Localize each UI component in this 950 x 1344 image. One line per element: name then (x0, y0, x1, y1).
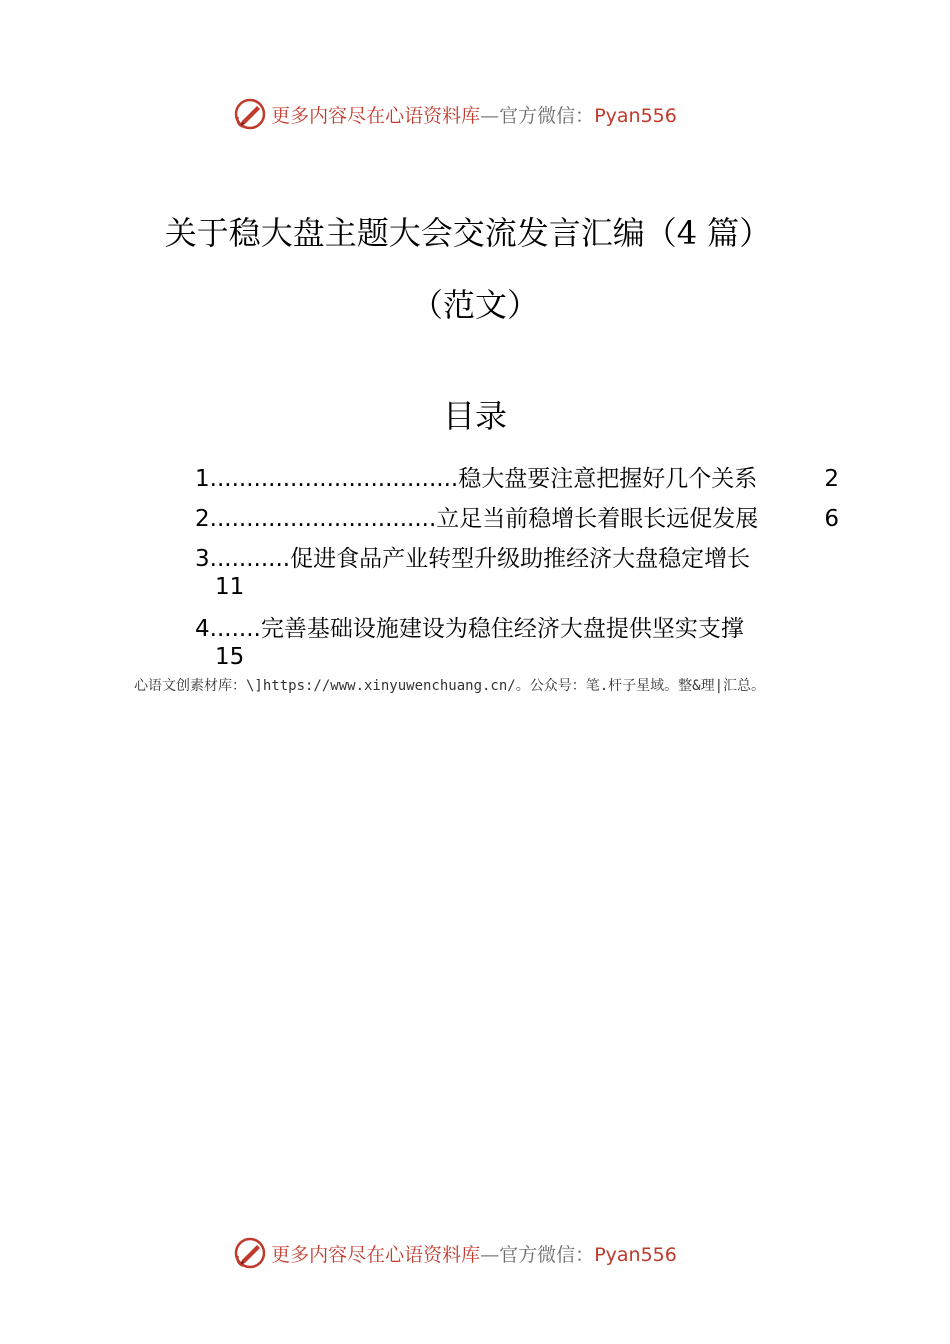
toc-entry-title: 稳大盘要注意把握好几个关系 (458, 466, 758, 492)
toc-entry-4[interactable] (195, 612, 845, 682)
toc-entry-number: 4 (195, 616, 210, 642)
toc-entry-1[interactable] (195, 462, 845, 502)
toc-entry-page: 11 (215, 574, 245, 600)
footer-banner (0, 1233, 950, 1273)
toc-entry-page: 15 (215, 644, 245, 670)
toc-entry-2[interactable] (195, 502, 845, 542)
toc-entry-page: 6 (824, 506, 839, 532)
banner-dash: — (480, 104, 500, 127)
toc-entry-leader: ........... (209, 546, 291, 572)
banner-wechat-id: Pyan556 (594, 1243, 677, 1266)
banner-dash: — (480, 1243, 500, 1266)
banner-official-label: 官方微信： (499, 104, 595, 127)
toc-entry-number: 1 (195, 466, 210, 492)
source-note: 心语文创素材库：\]https://www.xinyuwenchuang.cn/。公众号：笔.杆子星域。整&理|汇总。 (134, 678, 766, 694)
pen-logo-icon (233, 97, 267, 131)
toc-entry-number: 2 (195, 506, 210, 532)
toc-entry-title: 完善基础设施建设为稳住经济大盘提供坚实支撑 (260, 616, 744, 642)
banner-main-text: 更多内容尽在心语资料库 (271, 1243, 481, 1266)
pen-logo-icon (233, 1236, 267, 1270)
table-of-contents (195, 462, 845, 682)
banner-official-label: 官方微信： (499, 1243, 595, 1266)
toc-entry-leader: .................................. (209, 466, 459, 492)
toc-entry-leader: ............................... (209, 506, 437, 532)
toc-entry-leader: ....... (209, 616, 261, 642)
document-subtitle: （范文） (410, 286, 539, 324)
banner-main-text: 更多内容尽在心语资料库 (271, 104, 481, 127)
toc-entry-page: 2 (824, 466, 839, 492)
toc-heading: 目录 (442, 397, 507, 435)
toc-entry-3[interactable] (195, 542, 845, 612)
document-title: 关于稳大盘主题大会交流发言汇编（4 篇） (164, 214, 772, 252)
banner-wechat-id: Pyan556 (594, 104, 677, 127)
banner-text (271, 1240, 677, 1267)
toc-entry-title: 促进食品产业转型升级助推经济大盘稳定增长 (290, 546, 751, 572)
header-banner (0, 94, 950, 134)
toc-entry-number: 3 (195, 546, 210, 572)
toc-entry-title: 立足当前稳增长着眼长远促发展 (436, 506, 759, 532)
banner-text (271, 101, 677, 128)
